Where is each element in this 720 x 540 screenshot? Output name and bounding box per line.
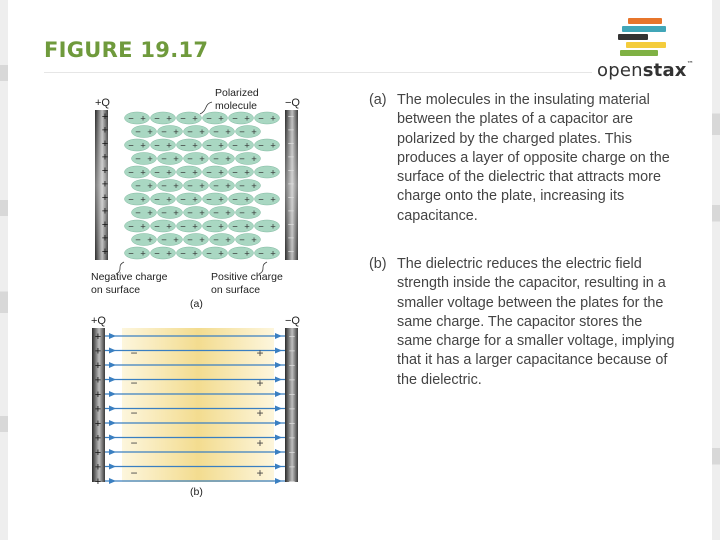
molecule-minus-sign: − [128,194,134,206]
molecule-plus-sign: + [192,140,198,152]
plus-q-label: +Q [91,315,106,327]
field-arrow-left [109,420,116,426]
plate-minus-sign: − [288,331,296,343]
plate-minus-sign: − [287,111,295,123]
molecule-plus-sign: + [270,248,276,260]
molecule-minus-sign: − [239,208,245,219]
field-arrow-right [275,435,282,441]
induced-minus-sign: − [130,406,138,420]
induced-plus-sign: + [256,466,264,480]
plate-minus-sign: − [287,165,295,177]
molecule-minus-sign: − [187,181,193,192]
molecule-minus-sign: − [128,221,134,233]
polarized-molecule [125,220,150,233]
polarized-molecule [158,126,183,139]
plate-minus-sign: − [287,178,295,191]
molecule-plus-sign: + [251,154,257,165]
field-arrow-left [109,464,116,470]
figure-b-diagram [82,312,322,502]
molecule-minus-sign: − [232,248,238,260]
molecule-minus-sign: − [187,127,193,138]
openstax-logo [597,60,694,81]
molecule-minus-sign: − [180,167,186,179]
figure-b-caption: (b) [190,486,203,498]
molecule-plus-sign: + [199,208,205,219]
molecule-minus-sign: − [206,167,212,179]
molecule-minus-sign: − [161,154,167,165]
induced-minus-sign: − [130,376,138,390]
plate-plus-sign: + [101,124,109,137]
molecule-plus-sign: + [192,194,198,206]
polarized-label-line2: molecule [215,100,258,112]
molecule-minus-sign: − [161,235,167,246]
polarized-molecule [184,153,209,166]
molecule-minus-sign: − [154,113,160,125]
polarized-molecule [177,112,202,125]
plate-plus-sign: + [101,219,109,231]
plate-plus-sign: + [101,151,109,164]
polarized-molecule [203,220,228,233]
field-arrow-right [275,362,282,368]
plate-minus-sign: − [287,124,295,137]
induced-plus-sign: + [256,406,264,420]
molecule-plus-sign: + [218,113,224,125]
logo-bar [626,42,666,48]
molecule-plus-sign: + [147,181,153,192]
plate-plus-sign: + [101,205,109,218]
molecule-plus-sign: + [140,221,146,233]
plate-minus-sign: − [288,418,296,430]
molecule-plus-sign: + [140,140,146,152]
polarized-molecule [255,139,280,152]
plate-plus-sign: + [94,418,102,430]
molecule-minus-sign: − [258,194,264,206]
polarized-molecule [132,153,157,166]
polarized-molecule [151,193,176,206]
polarized-label-line1: Polarized [215,87,259,99]
plate-minus-sign: − [287,192,295,204]
molecule-plus-sign: + [244,167,250,179]
molecule-plus-sign: + [140,113,146,125]
polarized-molecule [177,220,202,233]
field-arrow-right [275,464,282,470]
plate-minus-sign: − [287,138,295,150]
polarized-molecule [229,193,254,206]
field-arrow-left [109,348,116,354]
plate-plus-sign: + [94,360,102,372]
logo-text-open: open [597,60,643,81]
molecule-plus-sign: + [173,154,179,165]
logo-trademark: ™ [686,60,694,68]
logo-bar [620,50,658,56]
field-arrow-right [275,391,282,397]
description-label: (a) [369,92,387,108]
field-arrow-right [275,348,282,354]
molecule-plus-sign: + [166,221,172,233]
polarized-molecule [177,247,202,260]
polarized-molecule [151,139,176,152]
molecule-plus-sign: + [173,208,179,219]
polarized-molecule [210,234,235,247]
molecule-plus-sign: + [225,208,231,219]
negative-charge-label-line2: on surface [91,284,141,296]
molecule-minus-sign: − [213,208,219,219]
induced-minus-sign: − [130,466,138,480]
field-arrow-right [275,406,282,412]
molecule-plus-sign: + [218,221,224,233]
molecule-minus-sign: − [258,167,264,179]
polarized-molecules [125,112,280,260]
molecule-plus-sign: + [225,127,231,138]
field-arrow-right [275,333,282,339]
molecule-minus-sign: − [258,221,264,233]
plate-plus-sign: + [94,476,102,488]
molecule-minus-sign: − [232,221,238,233]
molecule-minus-sign: − [128,167,134,179]
polarized-molecule [229,166,254,179]
molecule-minus-sign: − [180,113,186,125]
plate-plus-sign: + [94,461,102,474]
minus-q-label: −Q [285,315,300,327]
polarized-molecule [158,153,183,166]
polarized-molecule [125,247,150,260]
field-arrow-left [109,333,116,339]
polarized-molecule [125,112,150,125]
molecule-plus-sign: + [270,113,276,125]
molecule-minus-sign: − [206,194,212,206]
plate-minus-sign: − [288,461,296,474]
description-a [369,91,679,226]
plus-q-label: +Q [95,97,110,109]
molecule-plus-sign: + [166,167,172,179]
plate-plus-sign: + [94,447,102,459]
polarized-molecule [229,112,254,125]
molecule-plus-sign: + [251,235,257,246]
molecule-plus-sign: + [244,248,250,260]
molecule-plus-sign: + [147,127,153,138]
polarized-molecule [255,193,280,206]
polarized-molecule [203,193,228,206]
field-arrow-left [109,435,116,441]
polarized-molecule [255,166,280,179]
right-edge-decoration [712,0,720,540]
polarized-molecule [177,193,202,206]
molecule-plus-sign: + [140,194,146,206]
molecule-plus-sign: + [244,140,250,152]
molecule-plus-sign: + [192,113,198,125]
molecule-plus-sign: + [147,154,153,165]
plate-plus-sign: + [101,111,109,123]
polarized-molecule [151,220,176,233]
description-b [369,255,679,390]
logo-text-stax: stax [642,60,687,81]
plate-plus-sign: + [101,232,109,245]
polarized-molecule [151,247,176,260]
polarized-molecule [236,234,261,247]
polarized-molecule [203,166,228,179]
molecule-plus-sign: + [140,167,146,179]
molecule-minus-sign: − [187,208,193,219]
molecule-minus-sign: − [213,181,219,192]
plate-plus-sign: + [101,165,109,177]
molecule-plus-sign: + [225,154,231,165]
plate-minus-sign: − [287,151,295,164]
molecule-plus-sign: + [218,248,224,260]
polarized-molecule [184,126,209,139]
polarized-molecule [203,247,228,260]
molecule-plus-sign: + [166,248,172,260]
molecule-minus-sign: − [154,140,160,152]
polarized-molecule [132,234,157,247]
plate-minus-sign: − [287,219,295,231]
molecule-minus-sign: − [154,248,160,260]
molecule-plus-sign: + [218,194,224,206]
polarized-molecule [255,220,280,233]
field-arrow-left [109,377,116,383]
plate-minus-sign: − [287,246,295,258]
molecule-plus-sign: + [270,140,276,152]
polarized-molecule [203,112,228,125]
molecule-minus-sign: − [128,113,134,125]
slide-title: FIGURE 19.17 [44,38,209,62]
molecule-minus-sign: − [213,235,219,246]
field-arrow-left [109,391,116,397]
molecule-minus-sign: − [258,113,264,125]
molecule-plus-sign: + [199,154,205,165]
plate-plus-sign: + [94,389,102,401]
molecule-minus-sign: − [180,194,186,206]
molecule-plus-sign: + [166,113,172,125]
plate-plus-sign: + [94,345,102,358]
field-arrow-left [109,449,116,455]
plate-plus-sign: + [94,331,102,343]
molecule-minus-sign: − [239,127,245,138]
field-arrow-left [109,362,116,368]
molecule-minus-sign: − [161,181,167,192]
polarized-molecule [151,112,176,125]
polarized-molecule [125,166,150,179]
polarized-molecule [184,180,209,193]
negative-charge-label-line1: Negative charge [91,271,168,283]
left-edge-decoration [0,0,8,540]
molecule-plus-sign: + [251,127,257,138]
induced-minus-sign: − [130,346,138,360]
plate-minus-sign: − [288,476,296,488]
molecule-plus-sign: + [140,248,146,260]
molecule-minus-sign: − [239,181,245,192]
plate-minus-sign: − [288,403,296,416]
plate-minus-sign: − [287,232,295,245]
molecule-minus-sign: − [180,140,186,152]
plate-minus-sign: − [288,447,296,459]
plate-minus-sign: − [288,389,296,401]
molecule-plus-sign: + [251,208,257,219]
molecule-minus-sign: − [180,221,186,233]
polarized-molecule [229,247,254,260]
polarized-molecule [236,126,261,139]
polarized-molecule [203,139,228,152]
molecule-plus-sign: + [173,181,179,192]
molecule-plus-sign: + [251,181,257,192]
polarized-molecule [255,112,280,125]
molecule-minus-sign: − [232,167,238,179]
positive-charge-label-line1: Positive charge [211,271,283,283]
polarized-molecule [158,180,183,193]
plate-plus-sign: + [94,403,102,416]
field-arrow-left [109,406,116,412]
molecule-minus-sign: − [206,140,212,152]
polarized-molecule [210,207,235,220]
field-arrow-right [275,420,282,426]
molecule-plus-sign: + [147,235,153,246]
plate-plus-sign: + [101,192,109,204]
polarized-molecule [184,234,209,247]
polarized-molecule [236,180,261,193]
plate-plus-sign: + [101,178,109,191]
minus-q-label: −Q [285,97,300,109]
plate-minus-sign: − [288,360,296,372]
polarized-molecule [158,207,183,220]
molecule-minus-sign: − [206,113,212,125]
polarized-molecule [132,180,157,193]
molecule-plus-sign: + [225,181,231,192]
molecule-minus-sign: − [161,127,167,138]
molecule-minus-sign: − [128,140,134,152]
figure-a-caption: (a) [190,298,203,310]
figure-a-diagram [82,84,322,310]
molecule-minus-sign: − [135,181,141,192]
polarized-molecule [236,207,261,220]
molecule-minus-sign: − [213,127,219,138]
polarized-molecule [125,193,150,206]
plate-plus-sign: + [101,246,109,258]
molecule-plus-sign: + [244,113,250,125]
polarized-molecule [229,139,254,152]
plate-minus-sign: − [288,432,296,445]
polarized-molecule [177,139,202,152]
molecule-minus-sign: − [135,154,141,165]
molecule-plus-sign: + [244,194,250,206]
plate-minus-sign: − [288,345,296,358]
molecule-minus-sign: − [154,194,160,206]
molecule-minus-sign: − [135,235,141,246]
molecule-minus-sign: − [135,127,141,138]
field-arrow-right [275,478,282,484]
polarized-molecule [210,126,235,139]
molecule-plus-sign: + [192,221,198,233]
field-arrow-right [275,377,282,383]
induced-minus-sign: − [130,436,138,450]
polarized-molecule [125,139,150,152]
molecule-minus-sign: − [161,208,167,219]
plate-minus-sign: − [287,205,295,218]
molecule-minus-sign: − [258,140,264,152]
field-arrow-left [109,478,116,484]
polarized-molecule [210,180,235,193]
title-divider [44,72,592,73]
molecule-plus-sign: + [199,235,205,246]
plate-plus-sign: + [94,432,102,445]
molecule-plus-sign: + [173,235,179,246]
molecule-plus-sign: + [225,235,231,246]
plate-plus-sign: + [94,374,102,387]
molecule-plus-sign: + [199,127,205,138]
molecule-minus-sign: − [232,194,238,206]
molecule-minus-sign: − [206,248,212,260]
description-text: The molecules in the insulating material between the plates of a capacitor are polarized by the charged plates. This produces a layer of opposite charge on the surface of the dielectric that attracts more charge onto the plate, increasing its capacitance. [397,92,670,224]
induced-plus-sign: + [256,376,264,390]
polarized-molecule [255,247,280,260]
molecule-minus-sign: − [135,208,141,219]
molecule-minus-sign: − [154,221,160,233]
logo-bar [628,18,662,24]
polarized-molecule [132,126,157,139]
molecule-minus-sign: − [258,248,264,260]
logo-bar [622,26,666,32]
molecule-minus-sign: − [187,235,193,246]
molecule-plus-sign: + [166,140,172,152]
plate-plus-sign: + [101,138,109,150]
description-text: The dielectric reduces the electric field strength inside the capacitor, resulting in a smaller voltage between the plates for the same charge. The capacitor stores the same charge for a smaller voltage, implying that it has a larger capacitance because of the dielectric. [397,256,675,388]
polarized-molecule [151,166,176,179]
molecule-minus-sign: − [154,167,160,179]
molecule-plus-sign: + [173,127,179,138]
molecule-minus-sign: − [187,154,193,165]
molecule-minus-sign: − [213,154,219,165]
polarized-molecule [229,220,254,233]
molecule-minus-sign: − [232,113,238,125]
molecule-plus-sign: + [218,167,224,179]
molecule-minus-sign: − [180,248,186,260]
field-arrow-right [275,449,282,455]
induced-plus-sign: + [256,436,264,450]
positive-charge-label-line2: on surface [211,284,261,296]
plate-minus-sign: − [288,374,296,387]
molecule-minus-sign: − [239,235,245,246]
molecule-plus-sign: + [192,167,198,179]
molecule-plus-sign: + [192,248,198,260]
molecule-minus-sign: − [128,248,134,260]
polarized-molecule [210,153,235,166]
polarized-molecule [132,207,157,220]
molecule-plus-sign: + [244,221,250,233]
molecule-plus-sign: + [199,181,205,192]
molecule-minus-sign: − [232,140,238,152]
polarized-molecule [158,234,183,247]
molecule-plus-sign: + [270,221,276,233]
induced-plus-sign: + [256,346,264,360]
description-label: (b) [369,256,387,272]
molecule-plus-sign: + [270,167,276,179]
molecule-plus-sign: + [166,194,172,206]
logo-bar [618,34,648,40]
molecule-plus-sign: + [218,140,224,152]
polarized-molecule [177,166,202,179]
molecule-plus-sign: + [270,194,276,206]
polarized-molecule [184,207,209,220]
polarized-molecule [236,153,261,166]
molecule-plus-sign: + [147,208,153,219]
molecule-minus-sign: − [206,221,212,233]
molecule-minus-sign: − [239,154,245,165]
